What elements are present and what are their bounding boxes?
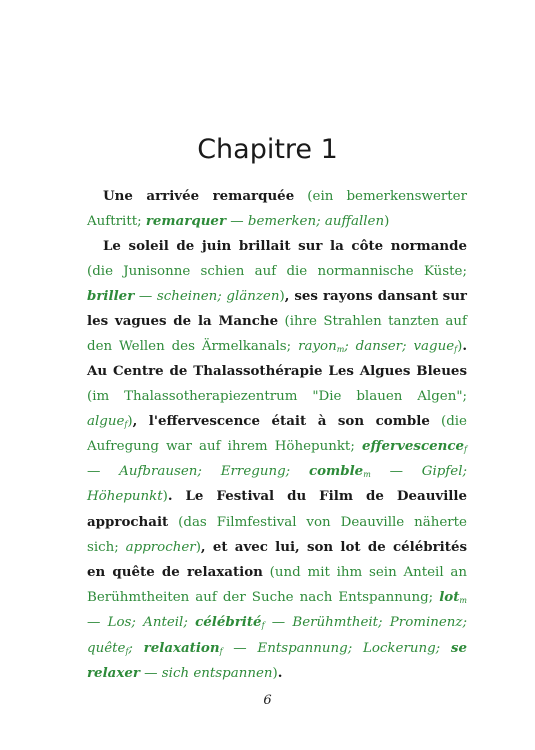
gender-marker: m xyxy=(363,470,371,480)
paragraph-1 xyxy=(87,184,467,234)
vocab-translation: — scheinen; glänzen xyxy=(134,288,280,304)
gender-marker: f xyxy=(261,621,265,631)
vocab-word: remarquer xyxy=(145,213,227,230)
vocab-word: briller xyxy=(87,287,135,304)
chapter-title: Chapitre 1 xyxy=(197,134,338,166)
translation-close: ) xyxy=(457,339,463,355)
german-translation: (das Filmfestival von Deauville näherte sich; xyxy=(87,514,467,555)
german-translation: (die Junisonne schien auf die normannische Küste; xyxy=(87,263,467,279)
german-translation: (die Aufregung war auf ihrem Höhepunkt; xyxy=(87,413,467,455)
vocab-entry xyxy=(87,289,279,304)
page-number: 6 xyxy=(263,693,272,708)
paragraph-2 xyxy=(87,234,467,686)
gender-marker: m xyxy=(459,596,467,606)
vocab-translation: — Gipfel; Höhepunkt xyxy=(87,464,467,505)
gender-marker: f xyxy=(125,646,129,656)
translation-close: ) xyxy=(272,665,278,681)
vocab-word: rayon xyxy=(298,339,337,355)
vocab-word: célébrité xyxy=(195,614,262,631)
gender-marker: m xyxy=(336,345,345,355)
french-phrase: , l'effervescence était à son comble xyxy=(132,412,430,429)
french-phrase: . Le Festival du Film de Deauville approchait xyxy=(87,488,467,530)
french-phrase: . Au Centre de Thalassothérapie Les Algues Bleues xyxy=(87,338,467,380)
vocab-translation: — sich entspannen xyxy=(139,665,273,681)
translation-close: ) xyxy=(162,489,168,505)
french-phrase: Le soleil de juin brillait sur la côte normande xyxy=(103,238,467,255)
vocab-translation: ; danser; vague xyxy=(344,339,455,355)
translation-close: ) xyxy=(127,413,133,429)
vocab-translation: — Entspannung; Lockerung; xyxy=(222,640,451,656)
vocab-entry xyxy=(126,540,196,555)
vocab-word: lot xyxy=(439,589,460,606)
gender-marker: f xyxy=(464,445,467,455)
german-translation: (und mit ihm sein Anteil an Berühmtheiten auf der Suche nach Entspannung; xyxy=(87,565,467,606)
german-translation: (ihre Strahlen tanzten auf den Wellen des Ärmelkanals; xyxy=(87,314,467,355)
french-phrase: , et avec lui, son lot de célébrités en quête de relaxation xyxy=(87,538,468,581)
vocab-translation: — bemerken; auffallen xyxy=(226,214,385,230)
vocab-word: se relaxer xyxy=(87,639,467,681)
gender-marker: f xyxy=(124,419,128,429)
vocab-word: effervescence xyxy=(361,438,465,455)
french-phrase: . xyxy=(277,664,283,681)
french-phrase: , ses rayons dansant sur les vagues de la Manche xyxy=(87,287,467,330)
vocab-entry xyxy=(87,414,127,429)
german-translation: (ein bemerkenswerter Auftritt; xyxy=(87,189,467,230)
vocab-word: algue xyxy=(87,413,125,429)
translation-close: ) xyxy=(195,539,201,555)
german-translation: (im Thalassotherapiezentrum "Die blauen Algen"; xyxy=(87,388,467,404)
vocab-entry xyxy=(146,214,384,229)
vocab-separator: ; xyxy=(128,640,144,656)
vocab-word: relaxation xyxy=(143,639,220,656)
chapter-body xyxy=(87,184,467,686)
vocab-translation: — Los; Anteil; xyxy=(87,615,196,631)
vocab-word: approcher xyxy=(125,539,196,555)
gender-marker: f xyxy=(219,646,223,656)
vocab-translation: — Aufbrausen; Erregung; xyxy=(87,464,309,480)
gender-marker: f xyxy=(454,345,458,355)
french-phrase: Une arrivée remarquée xyxy=(103,188,295,204)
vocab-translation: — Berühmtheit; Prominenz; quête xyxy=(87,615,467,656)
vocab-word: comble xyxy=(308,463,364,480)
translation-close: ) xyxy=(384,214,390,230)
vocab-entry xyxy=(298,339,457,354)
translation-close: ) xyxy=(279,288,285,304)
